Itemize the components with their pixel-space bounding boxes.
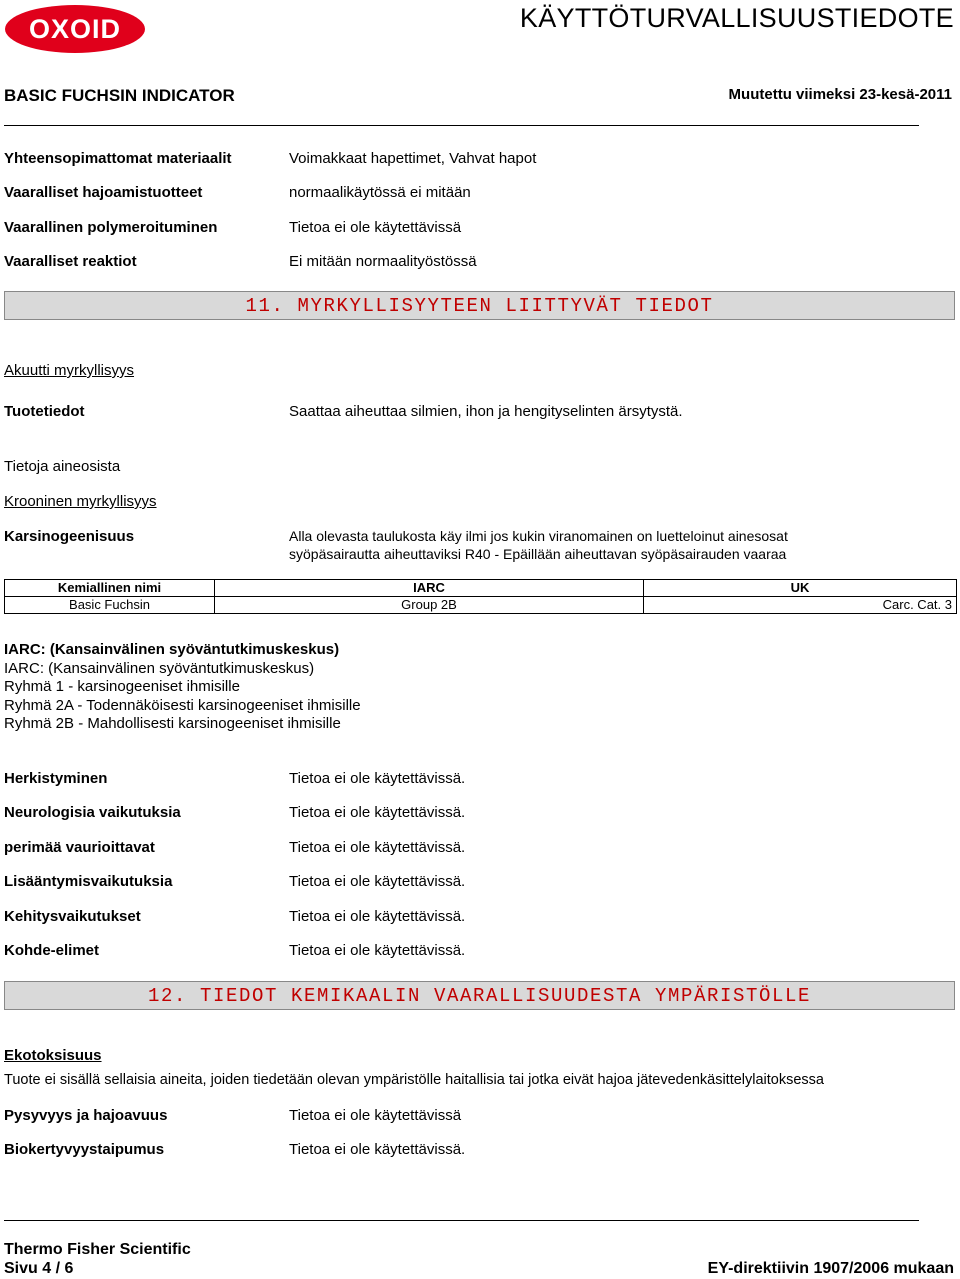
neurological-effects-label: Neurologisia vaikutuksia xyxy=(4,804,181,821)
neurological-effects-value: Tietoa ei ole käytettävissä. xyxy=(289,804,466,821)
decomposition-products-label: Vaaralliset hajoamistuotteet xyxy=(4,184,203,201)
revision-date: Muutettu viimeksi 23-kesä-2011 xyxy=(728,86,952,103)
bioaccumulation-value: Tietoa ei ole käytettävissä. xyxy=(289,1141,466,1158)
section-12-heading-bar xyxy=(4,981,955,1010)
ingredients-heading: Tietoja aineosista xyxy=(4,458,121,475)
carcinogenicity-label: Karsinogeenisuus xyxy=(4,528,135,545)
table-header-row xyxy=(5,580,957,597)
regulation-reference: EY-direktiivin 1907/2006 mukaan xyxy=(707,1260,954,1277)
reproductive-effects-value: Tietoa ei ole käytettävissä. xyxy=(289,873,466,890)
iarc-line: Ryhmä 2A - Todennäköisesti karsinogeeniset ihmisille xyxy=(4,696,361,714)
header-divider xyxy=(4,125,919,126)
target-organs-label: Kohde-elimet xyxy=(4,942,100,959)
section-11-heading: 11. MYRKYLLISYYTEEN LIITTYVÄT TIEDOT xyxy=(245,294,714,317)
footer-divider xyxy=(4,1220,919,1221)
company-name: Thermo Fisher Scientific xyxy=(4,1241,191,1258)
iarc-title: IARC: (Kansainvälinen syöväntutkimuskeskus) xyxy=(4,641,340,658)
iarc-line: Ryhmä 1 - karsinogeeniset ihmisille xyxy=(4,678,240,695)
table-header: Kemiallinen nimi xyxy=(5,580,215,597)
mutagenic-value: Tietoa ei ole käytettävissä. xyxy=(289,839,466,856)
table-cell: Basic Fuchsin xyxy=(5,597,215,614)
acute-toxicity-heading: Akuutti myrkyllisyys xyxy=(4,362,135,379)
persistence-value: Tietoa ei ole käytettävissä xyxy=(289,1107,462,1124)
section-11-heading-bar xyxy=(4,291,955,320)
logo-text: OXOID xyxy=(28,14,122,44)
incompatible-materials-value: Voimakkaat hapettimet, Vahvat hapot xyxy=(289,150,537,167)
bioaccumulation-label: Biokertyvyystaipumus xyxy=(4,1141,165,1158)
table-row xyxy=(5,597,957,614)
hazardous-reactions-value: Ei mitään normaalityöstössä xyxy=(289,253,477,270)
persistence-label: Pysyvyys ja hajoavuus xyxy=(4,1107,168,1124)
polymerization-value: Tietoa ei ole käytettävissä xyxy=(289,219,462,236)
table-cell: Carc. Cat. 3 xyxy=(644,597,957,614)
document-title: KÄYTTÖTURVALLISUUSTIEDOTE xyxy=(519,3,954,33)
target-organs-value: Tietoa ei ole käytettävissä. xyxy=(289,942,466,959)
decomposition-products-value: normaalikäytössä ei mitään xyxy=(289,184,471,201)
table-cell: Group 2B xyxy=(215,597,644,614)
ecotoxicity-text: Tuote ei sisällä sellaisia aineita, joiden tiedetään olevan ympäristölle haitallisia tai jotka eivät hajoa jätevedenkäsittelylaitoksessa xyxy=(4,1072,824,1088)
table-header: IARC xyxy=(215,580,644,597)
carcinogenicity-text-line1: Alla olevasta taulukosta käy ilmi jos kukin viranomainen on luetteloinut ainesosat xyxy=(289,528,788,544)
ecotoxicity-heading: Ekotoksisuus xyxy=(4,1047,102,1064)
polymerization-label: Vaarallinen polymeroituminen xyxy=(4,219,218,236)
mutagenic-label: perimää vaurioittavat xyxy=(4,839,155,856)
iarc-line: Ryhmä 2B - Mahdollisesti karsinogeeniset ihmisille xyxy=(4,715,341,732)
developmental-effects-label: Kehitysvaikutukset xyxy=(4,908,141,925)
reproductive-effects-label: Lisääntymisvaikutuksia xyxy=(4,873,173,890)
oxoid-logo xyxy=(4,4,146,54)
iarc-line: IARC: (Kansainvälinen syöväntutkimuskeskus) xyxy=(4,659,315,677)
product-info-value: Saattaa aiheuttaa silmien, ihon ja hengityselinten ärsytystä. xyxy=(289,403,683,420)
product-info-label: Tuotetiedot xyxy=(4,403,85,420)
developmental-effects-value: Tietoa ei ole käytettävissä. xyxy=(289,908,466,925)
carcinogenicity-text-line2: syöpäsairautta aiheuttaviksi R40 - Epäillään aiheuttavan syöpäsairauden vaaraa xyxy=(289,546,787,562)
sensitization-label: Herkistyminen xyxy=(4,770,108,787)
product-name: BASIC FUCHSIN INDICATOR xyxy=(4,86,235,105)
iarc-legend xyxy=(4,641,361,734)
sensitization-value: Tietoa ei ole käytettävissä. xyxy=(289,770,466,787)
chronic-toxicity-heading: Krooninen myrkyllisyys xyxy=(4,493,157,510)
page-number: Sivu 4 / 6 xyxy=(4,1260,74,1277)
carcinogen-table xyxy=(4,579,957,614)
table-header: UK xyxy=(644,580,957,597)
section-12-heading: 12. TIEDOT KEMIKAALIN VAARALLISUUDESTA YMPÄRISTÖLLE xyxy=(147,984,812,1007)
hazardous-reactions-label: Vaaralliset reaktiot xyxy=(4,253,137,270)
incompatible-materials-label: Yhteensopimattomat materiaalit xyxy=(4,150,232,167)
